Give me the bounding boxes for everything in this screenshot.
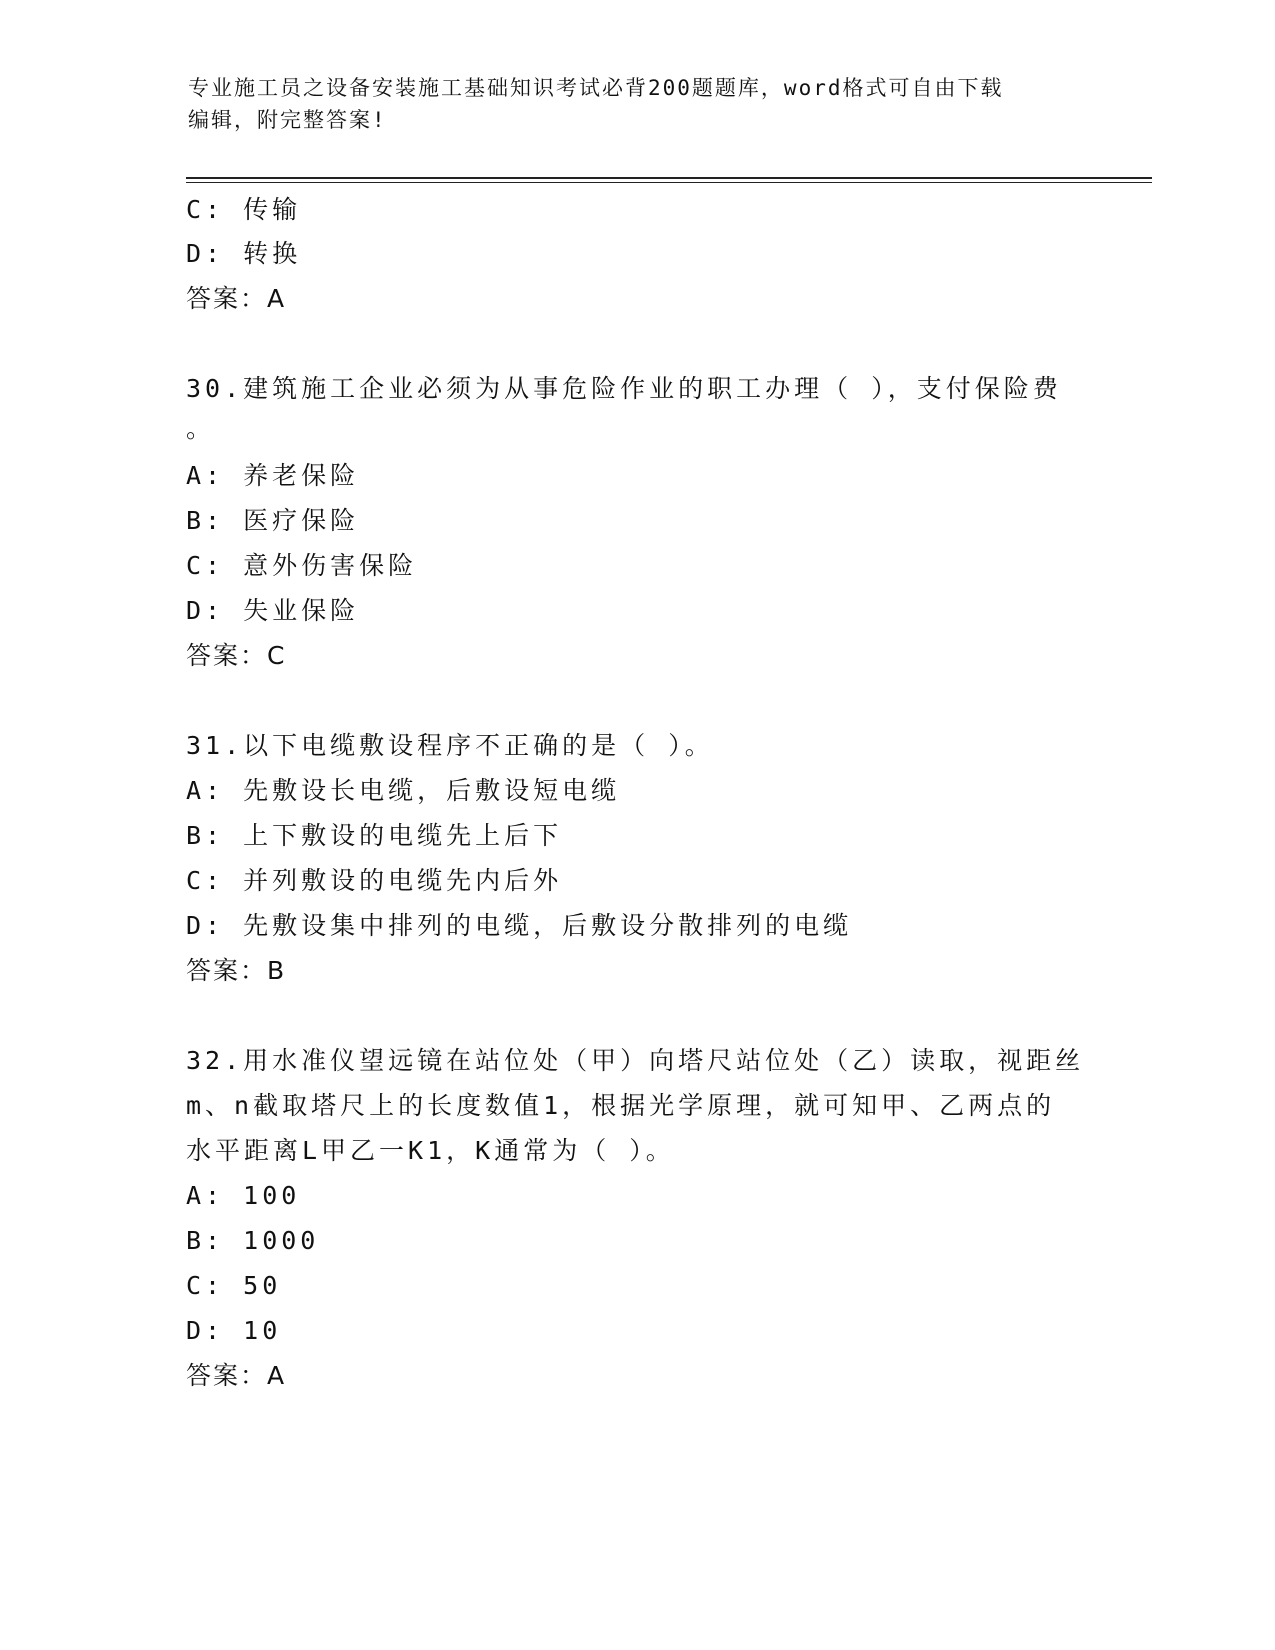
header-divider-thin [186,182,1152,183]
q30-stem-line-1: 30.建筑施工企业必须为从事危险作业的职工办理（ ），支付保险费 [186,374,1062,403]
q30-option-d: D: 失业保险 [186,596,360,625]
header-line-2: 编辑，附完整答案! [188,108,387,132]
q31-option-b: B: 上下敷设的电缆先上后下 [186,821,563,850]
q30-option-c: C: 意外伤害保险 [186,551,418,580]
q32-stem-line-2: m、n截取塔尺上的长度数值1，根据光学原理，就可知甲、乙两点的 [186,1091,1056,1120]
q31-option-d: D: 先敷设集中排列的电缆，后敷设分散排列的电缆 [186,911,853,940]
q32-stem-line-1: 32.用水准仪望远镜在站位处（甲）向塔尺站位处（乙）读取，视距丝 [186,1046,1085,1075]
page-header [188,72,1088,136]
q32-option-c: C: 50 [186,1271,282,1300]
q32-option-a: A: 100 [186,1181,301,1210]
q30-answer: 答案：C [186,641,287,670]
header-divider-thick [186,177,1152,179]
q32-stem-line-3: 水平距离L甲乙一K1，K通常为（ ）。 [186,1136,675,1165]
q29-option-c: C: 传输 [186,195,302,224]
q31-option-a: A: 先敷设长电缆，后敷设短电缆 [186,776,621,805]
q32-option-d: D: 10 [186,1316,282,1345]
q32-answer: 答案：A [186,1361,287,1390]
q29-answer: 答案：A [186,284,287,313]
q30-stem-line-2: 。 [186,414,216,443]
q31-stem-line-1: 31.以下电缆敷设程序不正确的是（ ）。 [186,731,714,760]
q30-option-a: A: 养老保险 [186,461,360,490]
q29-option-d: D: 转换 [186,239,302,268]
q30-option-b: B: 医疗保险 [186,506,360,535]
q32-option-b: B: 1000 [186,1226,320,1255]
q31-answer: 答案：B [186,956,287,985]
header-line-1: 专业施工员之设备安装施工基础知识考试必背200题题库，word格式可自由下载 [188,76,1004,100]
q31-option-c: C: 并列敷设的电缆先内后外 [186,866,563,895]
